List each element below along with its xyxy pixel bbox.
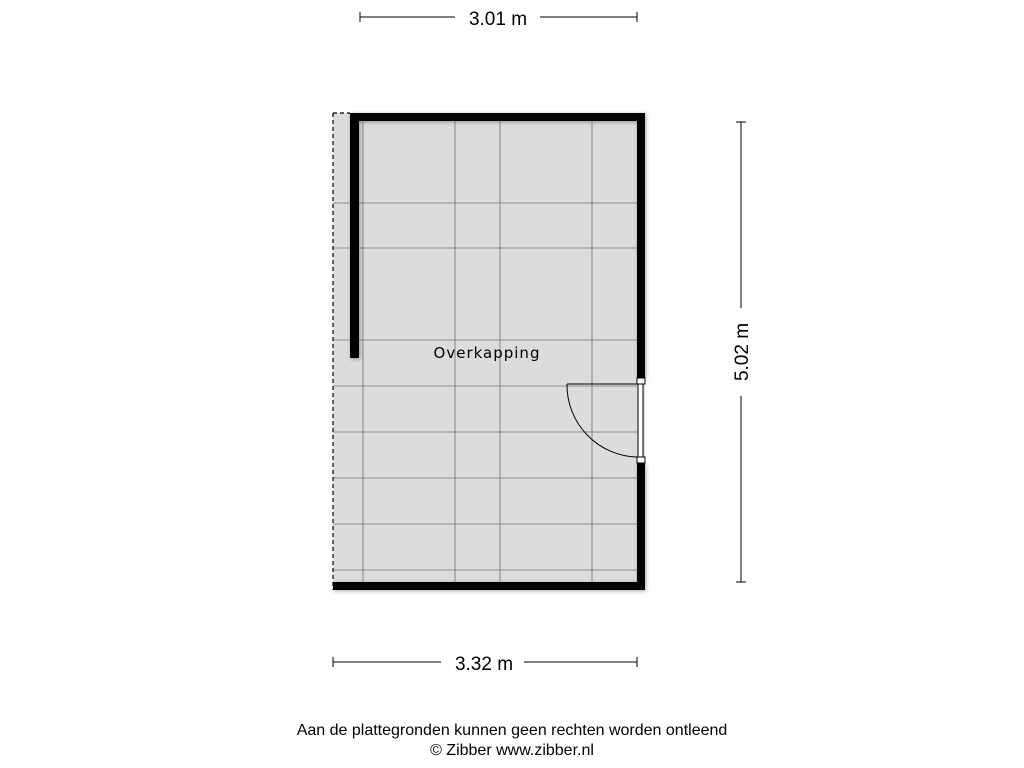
footer-copyright: © Zibber www.zibber.nl xyxy=(430,742,594,759)
room-label: Overkapping xyxy=(433,344,541,362)
door-frame-top xyxy=(637,378,645,384)
wall-right-upper xyxy=(637,113,645,378)
right-height-label: 5.02 m xyxy=(732,322,753,382)
top-dimension xyxy=(360,9,637,30)
wall-top xyxy=(350,113,645,121)
door-frame-bottom xyxy=(637,457,645,463)
bottom-dimension xyxy=(333,654,637,675)
footer-disclaimer: Aan de plattegronden kunnen geen rechten worden ontleend xyxy=(296,722,728,739)
bottom-width-label: 3.32 m xyxy=(454,654,514,675)
wall-left-partial xyxy=(350,113,359,358)
wall-right-lower xyxy=(637,463,645,590)
wall-bottom xyxy=(333,582,645,590)
top-width-label: 3.01 m xyxy=(468,9,528,30)
door-leaf xyxy=(638,384,643,457)
right-dimension xyxy=(732,122,753,582)
